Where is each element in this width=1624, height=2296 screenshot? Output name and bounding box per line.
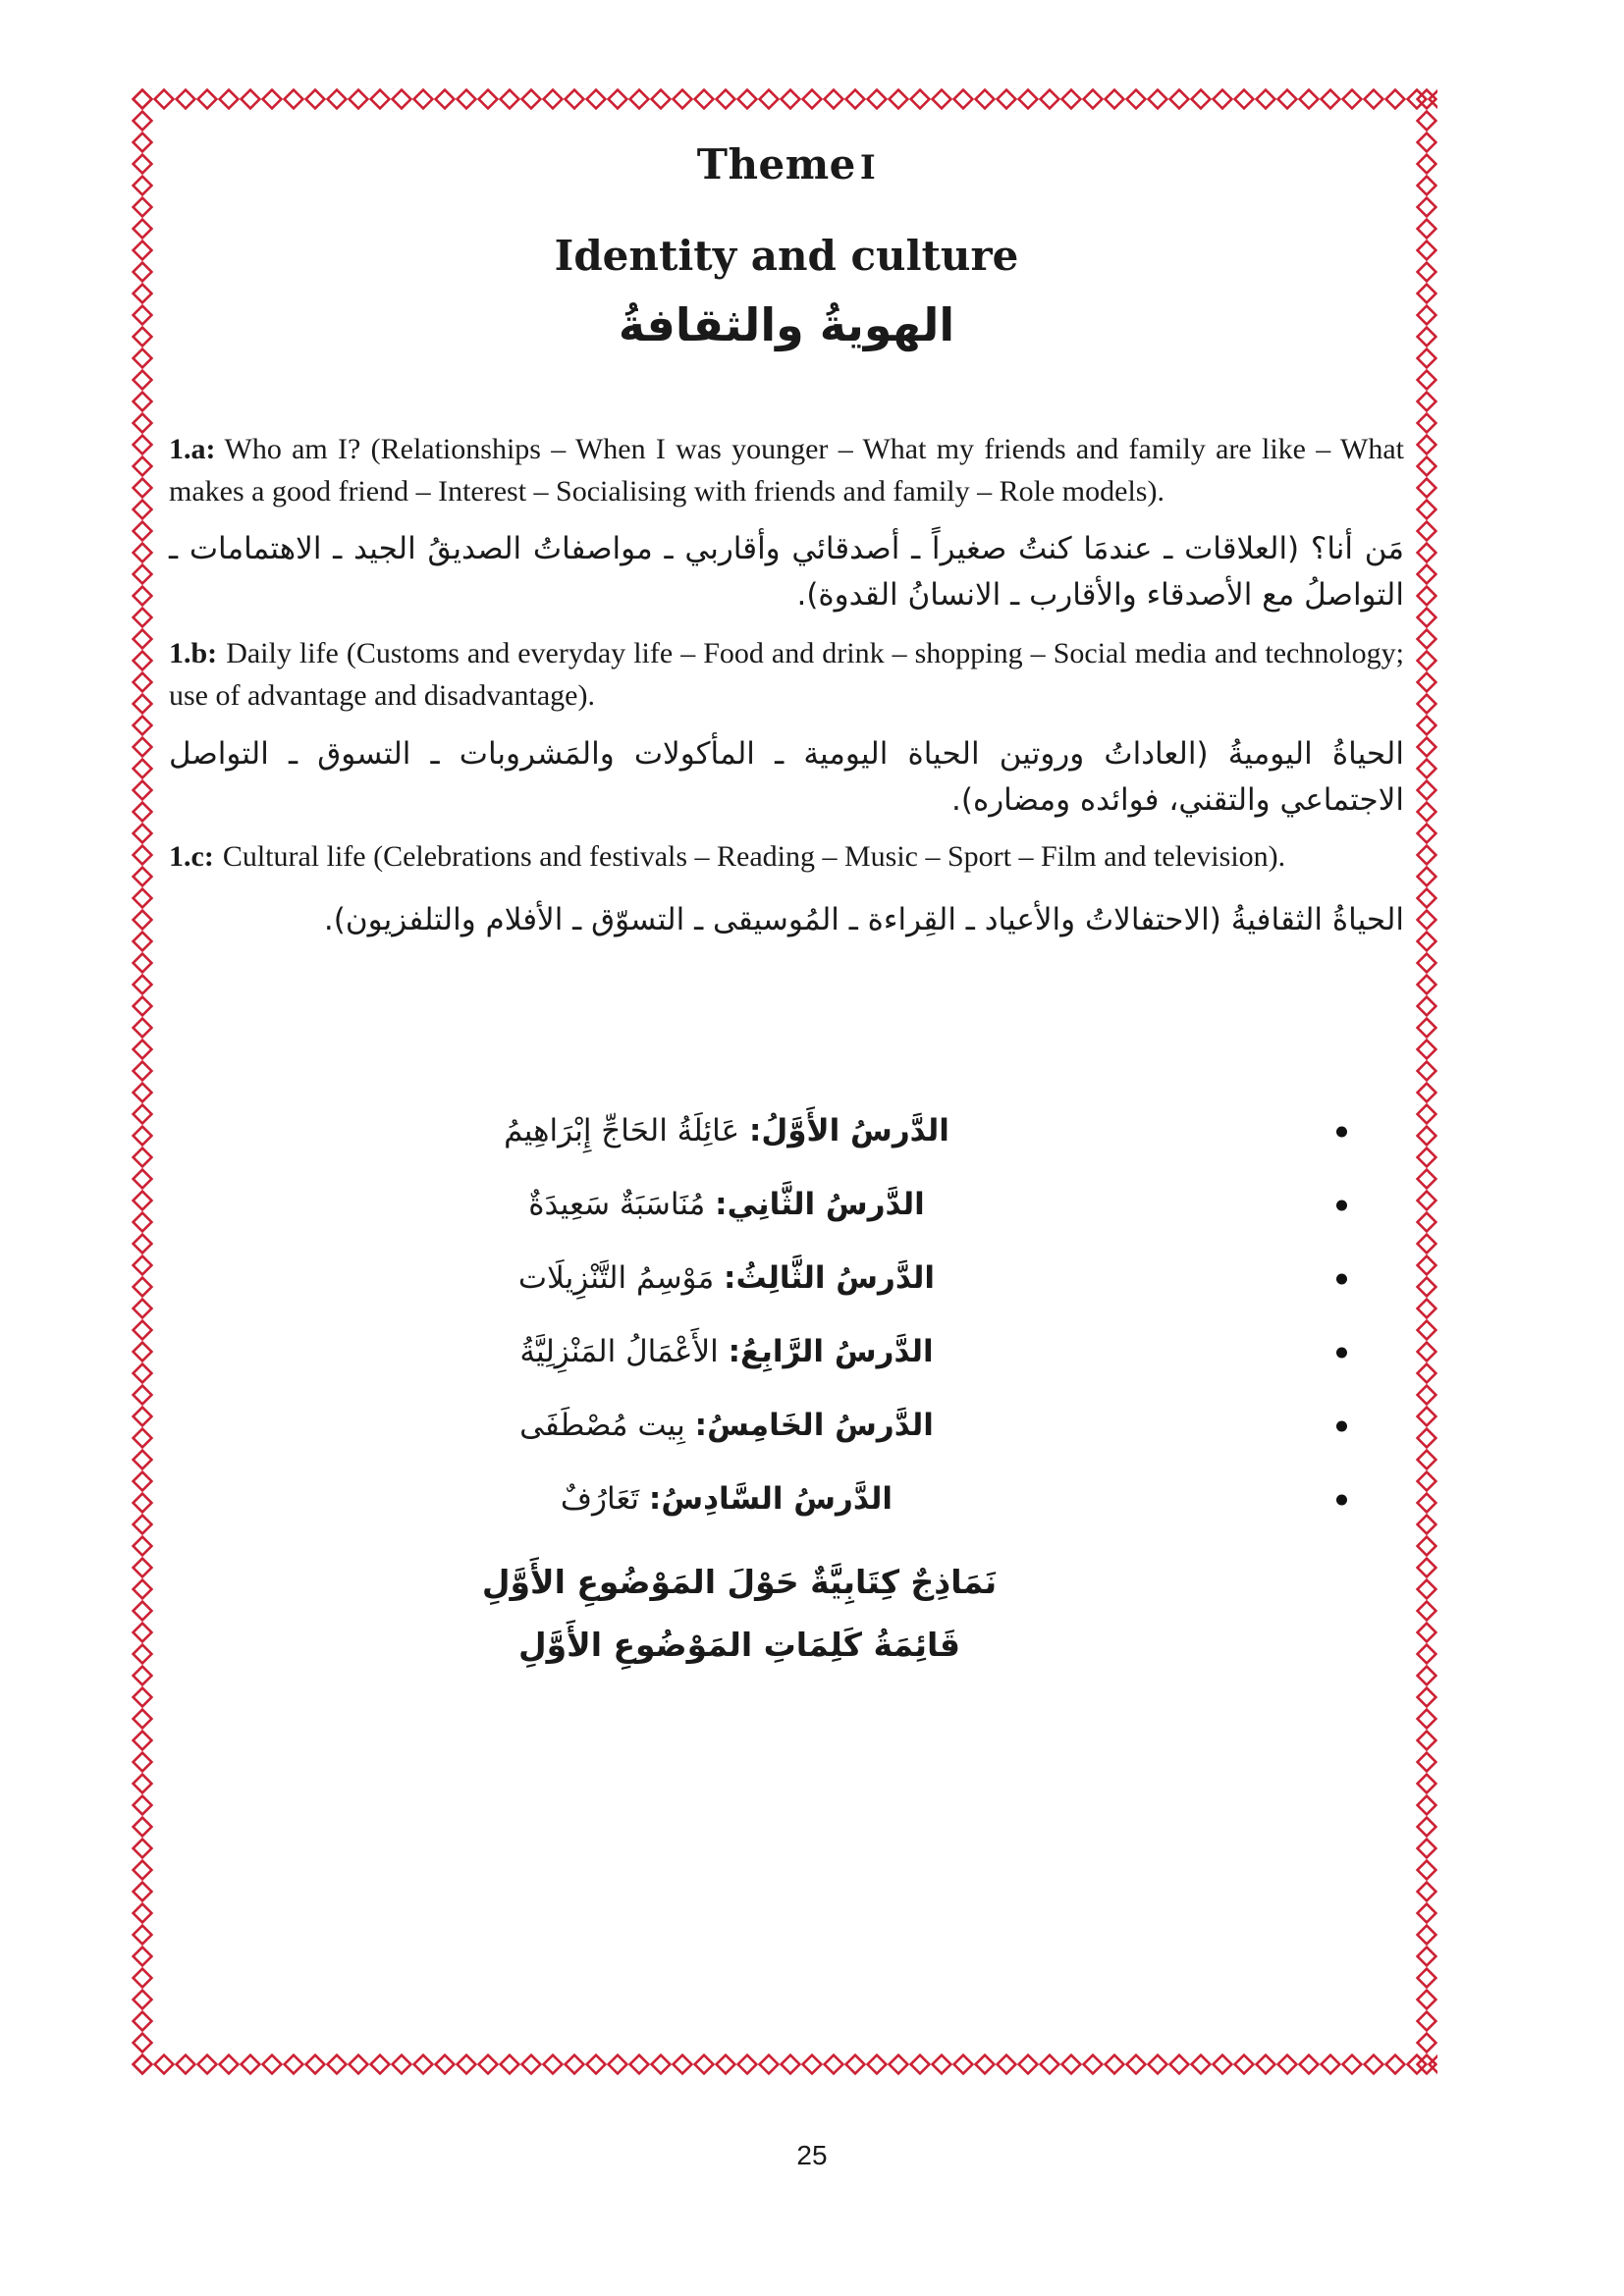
list-item: الدَّرسُ الثَّانِي:​ مُنَاسَبَةٌ سَعِيدَةٌ <box>169 1190 1347 1220</box>
bullet-icon <box>1336 1126 1347 1137</box>
section-1b-arabic: الحياةُ اليوميةُ (العاداتُ وروتين الحياة اليومية ـ المأكولات والمَشروبات ـ التسوق ـ التواصل الاجتماعي والتقني، فوائده ومضاره). <box>169 735 1404 818</box>
border-left-icon <box>132 88 153 2075</box>
lesson-separator: : <box>694 1408 708 1444</box>
theme-label: Theme <box>696 140 856 188</box>
list-item: الدَّرسُ الثَّالِثُ:​ مَوْسِمُ التَّنْزِيلَات <box>169 1263 1347 1294</box>
lessons-list <box>169 1113 1404 1518</box>
section-1b-text: Daily life (Customs and everyday life – Food and drink – shopping – Social media and technology; use of advantage and disadvantage). <box>169 637 1404 713</box>
bullet-icon <box>1336 1494 1347 1505</box>
page-content <box>157 116 1416 2050</box>
bullet-icon <box>1336 1420 1347 1431</box>
lesson-title: تَعَارُفٌ <box>560 1481 640 1518</box>
lesson-title: مُنَاسَبَةٌ سَعِيدَةٌ <box>528 1187 706 1223</box>
lesson-separator: : <box>648 1481 662 1518</box>
section-1a-text: Who am I? (Relationships – When I was younger – What my friends and family are like – What makes a good friend – Interest – Socialising with friends and family – Role models). <box>169 432 1404 507</box>
lesson-title: الأَعْمَالُ المَنْزِلِيَّةُ <box>519 1334 719 1370</box>
lesson-separator: : <box>728 1334 741 1370</box>
closing-line-writing-models: نَمَاذِجٌ كِتَابِيَّةٌ حَوْلَ المَوْضُوعِ الأَوَّلِ <box>481 1563 998 1602</box>
lesson-separator: : <box>748 1113 762 1149</box>
border-bottom-icon <box>132 2054 1437 2075</box>
lesson-title: عَائِلَةُ الحَاجِّ إِبْرَاهِيمُ <box>504 1113 740 1149</box>
list-item: الدَّرسُ السَّادِسُ:​ تَعَارُفٌ <box>169 1484 1347 1515</box>
theme-heading <box>169 141 1404 188</box>
closing-line-vocabulary-list: قَائِمَةُ كَلِمَاتِ المَوْضُوعِ الأَوَّلِ <box>518 1625 960 1664</box>
section-1c-text: Cultural life (Celebrations and festivals – Reading – Music – Sport – Film and television). <box>222 839 1286 873</box>
section-1c-english <box>169 835 1404 878</box>
list-item: الدَّرسُ الرَّابِعُ:​ الأَعْمَالُ المَنْزِلِيَّةُ <box>169 1337 1347 1367</box>
section-1a-label: 1.a: <box>169 432 216 465</box>
page-title-arabic: الهويةُ والثقافةُ <box>618 297 955 351</box>
section-1c-arabic: الحياةُ الثقافيةُ (الاحتفالاتُ والأعياد ـ القِراءة ـ المُوسيقى ـ التسوّق ـ الأفلام والتلفزيون). <box>323 902 1404 938</box>
border-right-icon <box>1416 88 1437 2075</box>
border-top-icon <box>132 88 1437 110</box>
list-item: الدَّرسُ الأَوَّلُ:​ عَائِلَةُ الحَاجِّ إِبْرَاهِيمُ <box>169 1116 1347 1147</box>
lesson-title: مَوْسِمُ التَّنْزِيلَات <box>517 1260 715 1297</box>
page-number: 25 <box>796 2140 828 2170</box>
lesson-name: الدَّرسُ السَّادِسُ <box>661 1481 893 1518</box>
list-item: الدَّرسُ الخَامِسُ:​ بِيت مُصْطَفَى <box>169 1411 1347 1441</box>
bullet-icon <box>1336 1273 1347 1284</box>
lesson-separator: : <box>724 1260 736 1297</box>
lesson-separator: : <box>715 1187 728 1223</box>
lesson-name: الدَّرسُ الثَّانِي <box>727 1187 925 1223</box>
section-1c-label: 1.c: <box>169 839 214 873</box>
lesson-name: الدَّرسُ الرَّابِعُ <box>740 1334 934 1370</box>
section-1b-english <box>169 632 1404 717</box>
section-1a-english <box>169 428 1404 512</box>
bullet-icon <box>1336 1347 1347 1358</box>
lesson-title: بِيت مُصْطَفَى <box>519 1408 685 1444</box>
page-title-english: Identity and culture <box>554 232 1019 281</box>
lesson-name: الدَّرسُ الأَوَّلُ <box>761 1113 949 1149</box>
section-1b-label: 1.b: <box>169 637 218 670</box>
lesson-name: الدَّرسُ الخَامِسُ <box>707 1408 934 1444</box>
bullet-icon <box>1336 1200 1347 1210</box>
lesson-name: الدَّرسُ الثَّالِثُ <box>735 1260 936 1297</box>
section-1a-arabic: مَن أنا؟ (العلاقات ـ عندمَا كنتُ صغيراً ـ أصدقائي وأقاربي ـ مواصفاتُ الصديقُ الجيد ـ الاهتمامات ـ التواصلُ مع الأصدقاء والأقارب ـ الانسانُ القدوة). <box>169 531 1404 614</box>
theme-numeral: I <box>859 148 877 187</box>
